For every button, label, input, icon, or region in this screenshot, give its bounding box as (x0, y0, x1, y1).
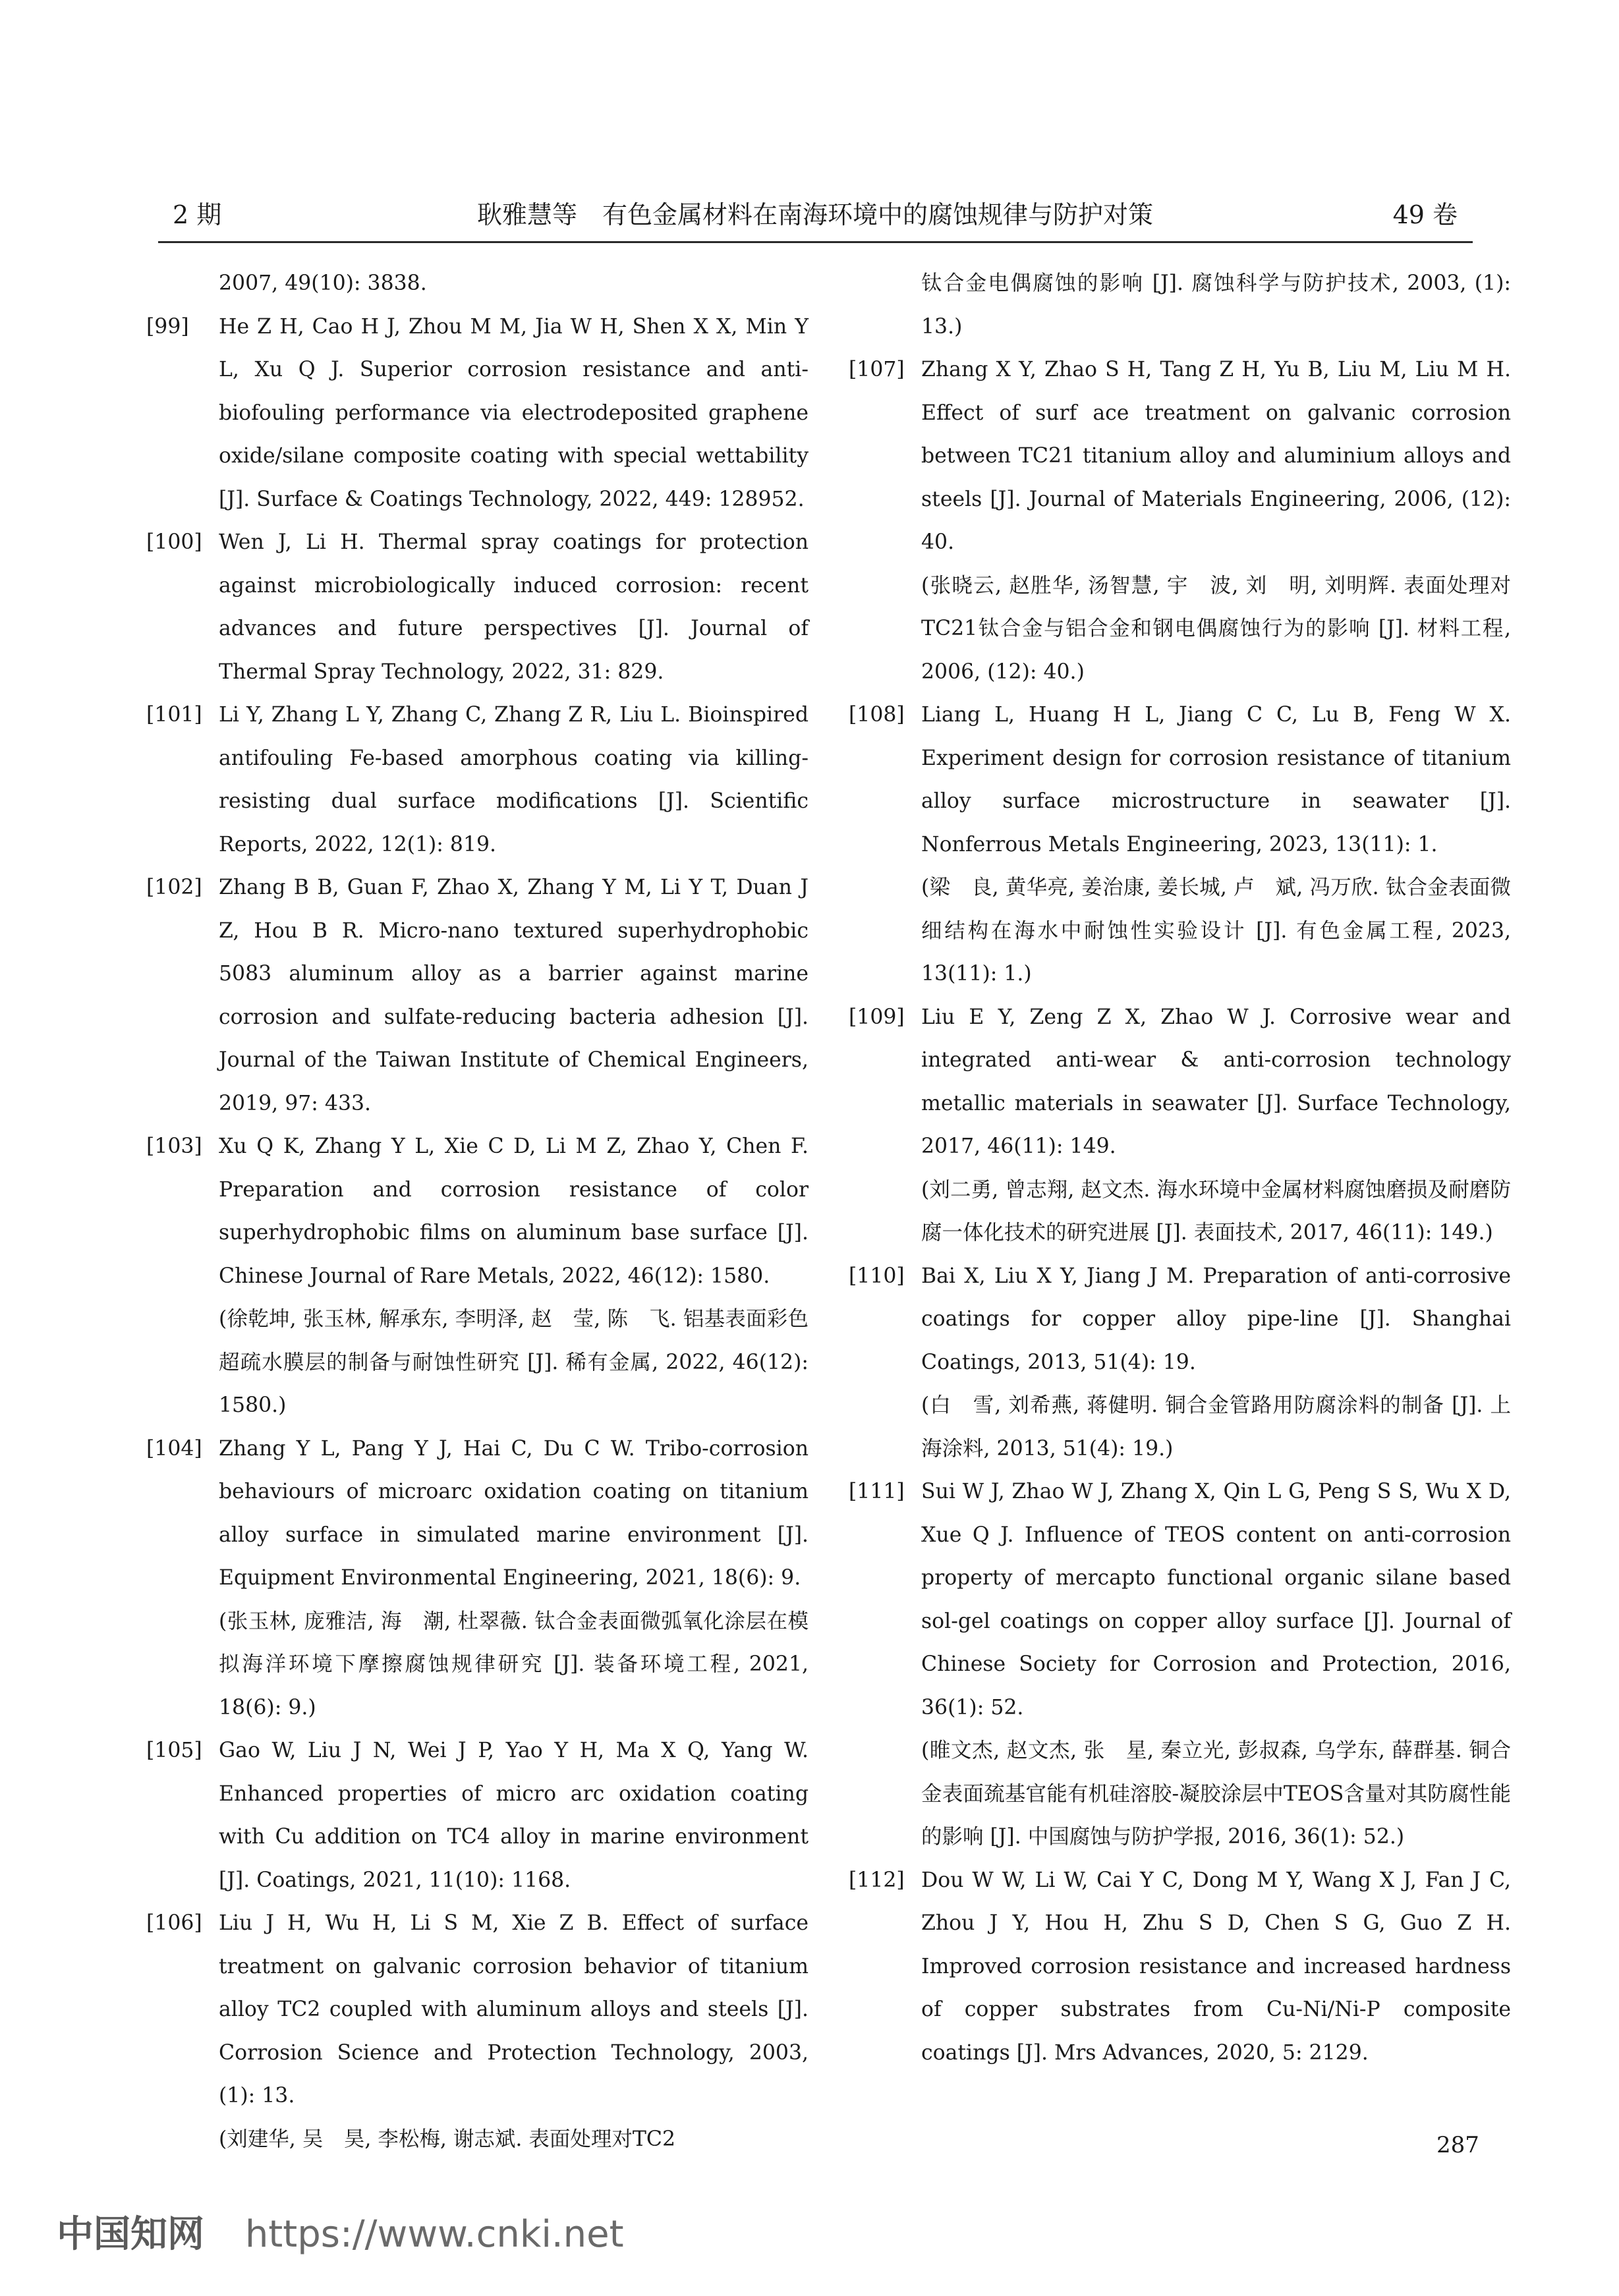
left-column (146, 262, 809, 2161)
reference-text-en: He Z H, Cao H J, Zhou M M, Jia W H, Shen X X, Min Y L, Xu Q J. Superior corrosion resistance and anti-biofouling performance via electrodeposited graphene oxide/silane composite coating with special wettability [J]. Surface & Coatings Technology, 2022, 449: 128952. (219, 314, 809, 511)
reference-entry (146, 866, 809, 1125)
reference-entry (146, 306, 809, 522)
reference-text-cn: (徐乾坤, 张玉林, 解承东, 李明泽, 赵 莹, 陈 飞. 铝基表面彩色超疏水膜层的制备与耐蚀性研究 [J]. 稀有金属, 2022, 46(12): 1580.) (219, 1307, 809, 1417)
reference-text-en: Dou W W, Li W, Cai Y C, Dong M Y, Wang X J, Fan J C, Zhou J Y, Hou H, Zhu S D, Chen S G, Guo Z H. Improved corrosion resistance and increased hardness of copper substrates from Cu-Ni/Ni-P composite coatings [J]. Mrs Advances, 2020, 5: 2129. (921, 1868, 1511, 2065)
reference-entry (849, 1470, 1511, 1859)
cnki-url[interactable]: https://www.cnki.net (244, 2213, 624, 2256)
reference-entry (146, 694, 809, 866)
header-rule (158, 241, 1473, 243)
reference-number: [107] (849, 358, 905, 381)
reference-text-en: Li Y, Zhang L Y, Zhang C, Zhang Z R, Liu L. Bioinspired antifouling Fe-based amorphous coating via killing-resisting dual surface modifications [J]. Scientific Reports, 2022, 12(1): 819. (219, 703, 809, 856)
reference-text-cn: (梁 良, 黄华亮, 姜治康, 姜长城, 卢 斌, 冯万欣. 钛合金表面微细结构在海水中耐蚀性实验设计 [J]. 有色金属工程, 2023, 13(11): 1.) (921, 876, 1511, 986)
reference-number: [105] (146, 1739, 202, 1762)
reference-text-en: Wen J, Li H. Thermal spray coatings for protection against microbiologically induced corrosion: recent advances and future perspectives [J]. Journal of Thermal Spray Technology, 2022, 31: 829. (219, 530, 809, 684)
reference-text-cn: (睢文杰, 赵文杰, 张 星, 秦立光, 彭叔森, 乌学东, 薛群基. 铜合金表面巯基官能有机硅溶胶-凝胶涂层中TEOS含量对其防腐性能的影响 [J]. 中国腐蚀与防护学报, 2016, 36(1): 52.) (921, 1739, 1511, 1849)
reference-text-en: Sui W J, Zhao W J, Zhang X, Qin L G, Peng S S, Wu X D, Xue Q J. Influence of TEOS content on anti-corrosion property of mercapto functional organic silane based sol-gel coatings on copper alloy surface [J]. Journal of Chinese Society for Corrosion and Protection, 2016, 36(1): 52. (921, 1480, 1511, 1720)
running-header (173, 198, 1458, 232)
reference-number: [100] (146, 530, 202, 554)
reference-entry (849, 262, 1511, 349)
reference-text-cn: 钛合金电偶腐蚀的影响 [J]. 腐蚀科学与防护技术, 2003, (1): 13.) (921, 271, 1511, 339)
reference-text-en: Zhang Y L, Pang Y J, Hai C, Du C W. Tribo-corrosion behaviours of microarc oxidation coating on titanium alloy surface in simulated marine environment [J]. Equipment Environmental Engineering, 2021, 18(6): 9. (219, 1436, 809, 1590)
reference-text-en: Zhang X Y, Zhao S H, Tang Z H, Yu B, Liu M, Liu M H. Effect of surf ace treatment on galvanic corrosion between TC21 titanium alloy and aluminium alloys and steels [J]. Journal of Materials Engineering, 2006, (12): 40. (921, 358, 1511, 554)
reference-text-en: Liu E Y, Zeng Z X, Zhao W J. Corrosive wear and integrated anti-wear & anti-corrosion technology metallic materials in seawater [J]. Surface Technology, 2017, 46(11): 149. (921, 1005, 1511, 1158)
reference-number: [108] (849, 703, 905, 727)
reference-entry (146, 1729, 809, 1902)
reference-entry (146, 521, 809, 694)
reference-text-cn: (张晓云, 赵胜华, 汤智慧, 宇 波, 刘 明, 刘明辉. 表面处理对TC21钛合金与铝合金和钢电偶腐蚀行为的影响 [J]. 材料工程, 2006, (12): 40.) (921, 573, 1511, 684)
reference-entry (849, 996, 1511, 1255)
reference-entry (146, 1902, 809, 2161)
running-title: 耿雅慧等 有色金属材料在南海环境中的腐蚀规律与防护对策 (476, 200, 1153, 229)
volume-label: 49 卷 (1392, 200, 1458, 229)
reference-number: [112] (849, 1868, 905, 1892)
reference-text-cn: (刘二勇, 曾志翔, 赵文杰. 海水环境中金属材料腐蚀磨损及耐磨防腐一体化技术的研究进展 [J]. 表面技术, 2017, 46(11): 149.) (921, 1177, 1511, 1245)
reference-entry (849, 694, 1511, 996)
right-column (849, 262, 1511, 2075)
reference-entry (146, 262, 809, 306)
reference-number: [102] (146, 876, 202, 899)
reference-number: [103] (146, 1134, 202, 1158)
reference-text-en: Zhang B B, Guan F, Zhao X, Zhang Y M, Li Y T, Duan J Z, Hou B R. Micro-nano textured superhydrophobic 5083 aluminum alloy as a barrier against marine corrosion and sulfate-reducing bacteria adhesion [J]. Journal of the Taiwan Institute of Chemical Engineers, 2019, 97: 433. (219, 876, 809, 1115)
reference-number: [104] (146, 1436, 202, 1461)
reference-number: [111] (849, 1480, 905, 1503)
issue-label: 2 期 (173, 200, 222, 229)
reference-number: [106] (146, 1911, 202, 1935)
reference-entry (849, 349, 1511, 694)
reference-text-cn: (张玉林, 庞雅洁, 海 潮, 杜翠薇. 钛合金表面微弧氧化涂层在模拟海洋环境下摩擦腐蚀规律研究 [J]. 装备环境工程, 2021, 18(6): 9.) (219, 1609, 809, 1720)
reference-text-en: Xu Q K, Zhang Y L, Xie C D, Li M Z, Zhao Y, Chen F. Preparation and corrosion resistance of color superhydrophobic films on aluminum base surface [J]. Chinese Journal of Rare Metals, 2022, 46(12): 1580. (219, 1134, 809, 1288)
reference-number: [110] (849, 1264, 905, 1288)
reference-entry (146, 1125, 809, 1428)
reference-entry (849, 1859, 1511, 2075)
cnki-watermark[interactable] (57, 2205, 624, 2258)
reference-text-en: Liang L, Huang H L, Jiang C C, Lu B, Feng W X. Experiment design for corrosion resistance of titanium alloy surface microstructure in seawater [J]. Nonferrous Metals Engineering, 2023, 13(11): 1. (921, 703, 1511, 856)
reference-text-en: Liu J H, Wu H, Li S M, Xie Z B. Effect of surface treatment on galvanic corrosion behavior of titanium alloy TC2 coupled with aluminum alloys and steels [J]. Corrosion Science and Protection Technology, 2003, (1): 13. (219, 1911, 809, 2108)
reference-entry (146, 1428, 809, 1730)
reference-text-en: 2007, 49(10): 3838. (219, 271, 427, 295)
reference-number: [99] (146, 314, 189, 339)
reference-number: [109] (849, 1005, 905, 1029)
reference-text-en: Gao W, Liu J N, Wei J P, Yao Y H, Ma X Q, Yang W. Enhanced properties of micro arc oxidation coating with Cu addition on TC4 alloy in marine environment [J]. Coatings, 2021, 11(10): 1168. (219, 1739, 809, 1892)
cnki-logo: 中国知网 (57, 2213, 204, 2256)
reference-text-cn: (刘建华, 吴 昊, 李松梅, 谢志斌. 表面处理对TC2 (219, 2127, 676, 2151)
reference-entry (849, 1255, 1511, 1471)
reference-text-cn: (白 雪, 刘希燕, 蒋健明. 铜合金管路用防腐涂料的制备 [J]. 上海涂料, 2013, 51(4): 19.) (921, 1393, 1511, 1461)
reference-text-en: Bai X, Liu X Y, Jiang J M. Preparation of anti-corrosive coatings for copper alloy pipe-line [J]. Shanghai Coatings, 2013, 51(4): 19. (921, 1264, 1511, 1374)
page-number: 287 (1436, 2132, 1479, 2158)
reference-number: [101] (146, 703, 202, 727)
